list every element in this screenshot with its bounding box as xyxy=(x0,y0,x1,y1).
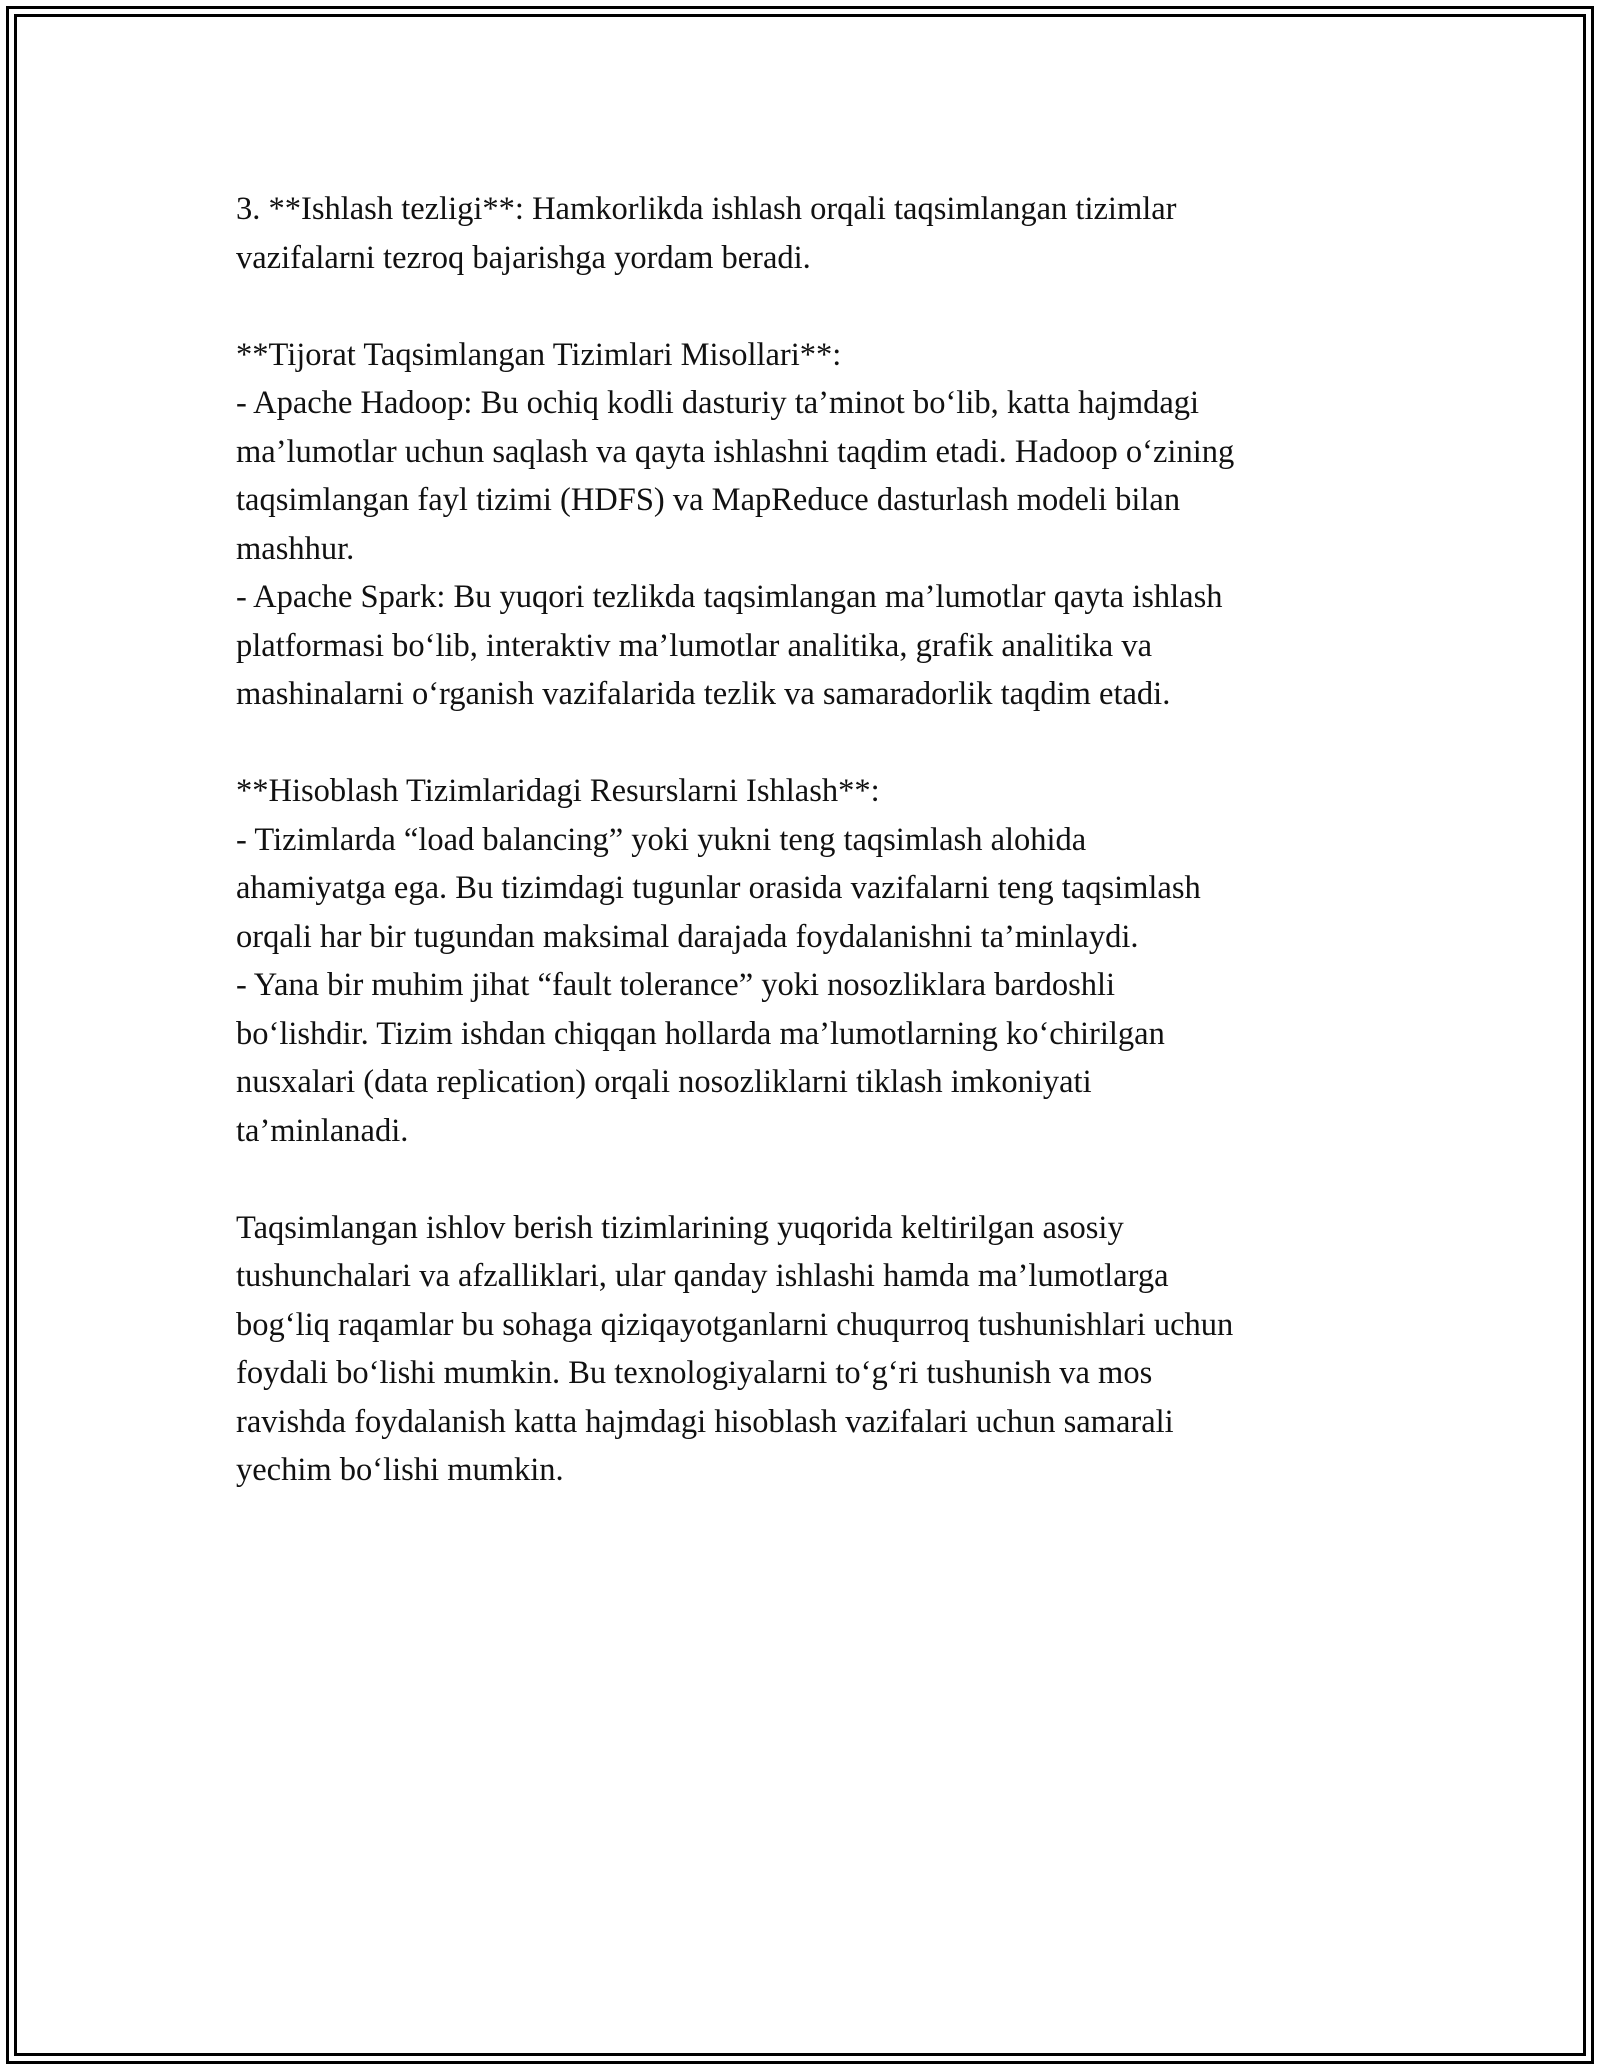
text-line: platformasi bo‘lib, interaktiv ma’lumotlar analitika, grafik analitika va xyxy=(236,627,1153,664)
text-line: 3. **Ishlash tezligi**: Hamkorlikda ishlash orqali taqsimlangan tizimlar xyxy=(236,191,1177,227)
text-line: vazifalarni tezroq bajarishga yordam beradi. xyxy=(236,239,811,276)
text-line: orqali har bir tugundan maksimal darajada foydalanishni ta’minlaydi. xyxy=(236,918,1139,955)
text-line: bog‘liq raqamlar bu sohaga qiziqayotganlarni chuqurroq tushunishlari uchun xyxy=(236,1306,1234,1343)
text-line: foydali bo‘lishi mumkin. Bu texnologiyalarni to‘g‘ri tushunish va mos xyxy=(236,1355,1153,1391)
text-line: taqsimlangan fayl tizimi (HDFS) va MapReduce dasturlash modeli bilan xyxy=(236,482,1181,518)
section-heading: **Hisoblash Tizimlaridagi Resurslarni Ishlash**: xyxy=(236,773,880,809)
text-line: mashinalarni o‘rganish vazifalarida tezlik va samaradorlik taqdim etadi. xyxy=(236,676,1171,712)
paragraph-xulosa xyxy=(236,1204,1386,1495)
document-body xyxy=(236,185,1386,1543)
text-line: ta’minlanadi. xyxy=(236,1112,409,1149)
text-line: yechim bo‘lishi mumkin. xyxy=(236,1452,564,1488)
text-line: ma’lumotlar uchun saqlash va qayta ishlashni taqdim etadi. Hadoop o‘zining xyxy=(236,433,1235,470)
section-tijorat-misollari xyxy=(236,331,1386,719)
text-line: ravishda foydalanish katta hajmdagi hisoblash vazifalari uchun samarali xyxy=(236,1403,1174,1440)
paragraph-ishlash-tezligi xyxy=(236,185,1386,282)
text-line: - Apache Hadoop: Bu ochiq kodli dasturiy ta’minot bo‘lib, katta hajmdagi xyxy=(236,385,1200,421)
text-line: - Tizimlarda “load balancing” yoki yukni teng taqsimlash alohida xyxy=(236,821,1087,858)
text-line: Taqsimlangan ishlov berish tizimlarining yuqorida keltirilgan asosiy xyxy=(236,1209,1124,1246)
text-line: ahamiyatga ega. Bu tizimdagi tugunlar orasida vazifalarni teng taqsimlash xyxy=(236,870,1201,906)
text-line: - Apache Spark: Bu yuqori tezlikda taqsimlangan ma’lumotlar qayta ishlash xyxy=(236,579,1223,615)
text-line: bo‘lishdir. Tizim ishdan chiqqan hollarda ma’lumotlarning ko‘chirilgan xyxy=(236,1015,1165,1052)
section-resurslarni-ishlash xyxy=(236,767,1386,1155)
text-line: - Yana bir muhim jihat “fault tolerance” yoki nosozliklara bardoshli xyxy=(236,967,1116,1003)
text-line: nusxalari (data replication) orqali nosozliklarni tiklash imkoniyati xyxy=(236,1064,1092,1100)
text-line: tushunchalari va afzalliklari, ular qanday ishlashi hamda ma’lumotlarga xyxy=(236,1258,1169,1294)
text-line: mashhur. xyxy=(236,530,355,567)
section-heading: **Tijorat Taqsimlangan Tizimlari Misollari**: xyxy=(236,336,842,373)
